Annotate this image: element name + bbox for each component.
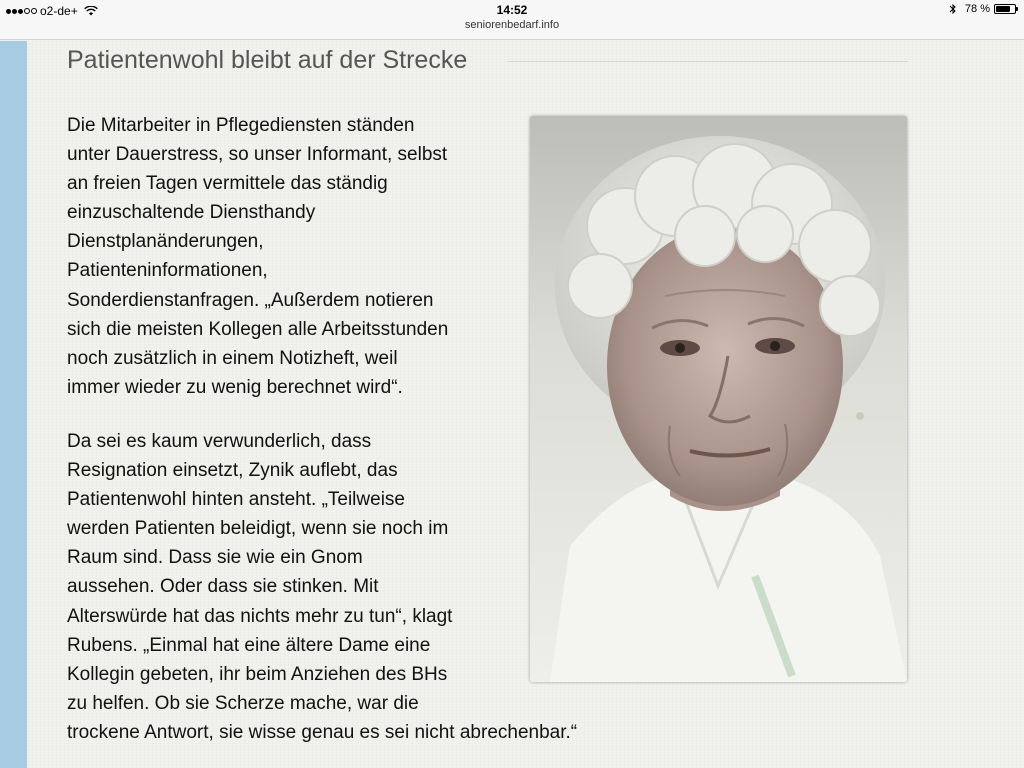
bluetooth-icon xyxy=(949,3,957,15)
text-line: Die Mitarbeiter in Pflegediensten ständen xyxy=(67,115,415,136)
text-line: an freien Tagen vermittele das ständig xyxy=(67,173,388,195)
elderly-woman-portrait xyxy=(530,116,907,682)
carrier-name: o2-de+ xyxy=(40,4,78,18)
text-line: Sonderdienstanfragen. „Außerdem notieren xyxy=(67,289,434,311)
text-line: Rubens. „Einmal hat eine ältere Dame eine xyxy=(67,634,431,656)
text-line: Raum sind. Dass sie wie ein Gnom xyxy=(67,547,363,569)
text-line: trockene Antwort, sie wisse genau es sei nicht abrechenbar.“ xyxy=(67,721,578,743)
url-label[interactable]: seniorenbedarf.info xyxy=(464,19,560,31)
article-heading: Patientenwohl bleibt auf der Strecke xyxy=(67,46,468,74)
text-line: werden Patienten beleidigt, wenn sie noch im xyxy=(67,518,449,540)
portrait-illustration xyxy=(530,116,907,682)
article-paragraph-1 xyxy=(67,111,448,402)
status-bar xyxy=(0,0,1024,40)
text-line: Da sei es kaum verwunderlich, dass xyxy=(67,431,372,452)
text-line: einzuschaltende Diensthandy xyxy=(67,202,316,224)
article-paragraph-2 xyxy=(67,427,577,747)
status-right xyxy=(949,3,1016,15)
text-line: Patientenwohl hinten ansteht. „Teilweise xyxy=(67,489,405,511)
battery-icon xyxy=(994,4,1016,14)
side-accent-strip xyxy=(0,41,27,768)
text-line: zu helfen. Ob sie Scherze mache, war die xyxy=(67,692,419,714)
heading-divider xyxy=(508,61,908,62)
text-line: immer wieder zu wenig berechnet wird“. xyxy=(67,376,403,398)
text-line: aussehen. Oder dass sie stinken. Mit xyxy=(67,576,379,598)
text-line: noch zusätzlich in einem Notizheft, weil xyxy=(67,347,398,369)
battery-percent: 78 % xyxy=(964,3,990,15)
text-line: sich die meisten Kollegen alle Arbeitsstunden xyxy=(67,318,449,340)
status-time: 14:52 xyxy=(496,3,528,17)
text-line: Resignation einsetzt, Zynik auflebt, das xyxy=(67,460,398,482)
text-line: Dienstplanänderungen, xyxy=(67,231,264,253)
text-line: Alterswürde hat das nichts mehr zu tun“, klagt xyxy=(67,605,453,627)
text-line: Patienteninformationen, xyxy=(67,260,268,282)
text-line: Kollegin gebeten, ihr beim Anziehen des BHs xyxy=(67,663,448,685)
text-line: unter Dauerstress, so unser Informant, selbst xyxy=(67,144,448,166)
